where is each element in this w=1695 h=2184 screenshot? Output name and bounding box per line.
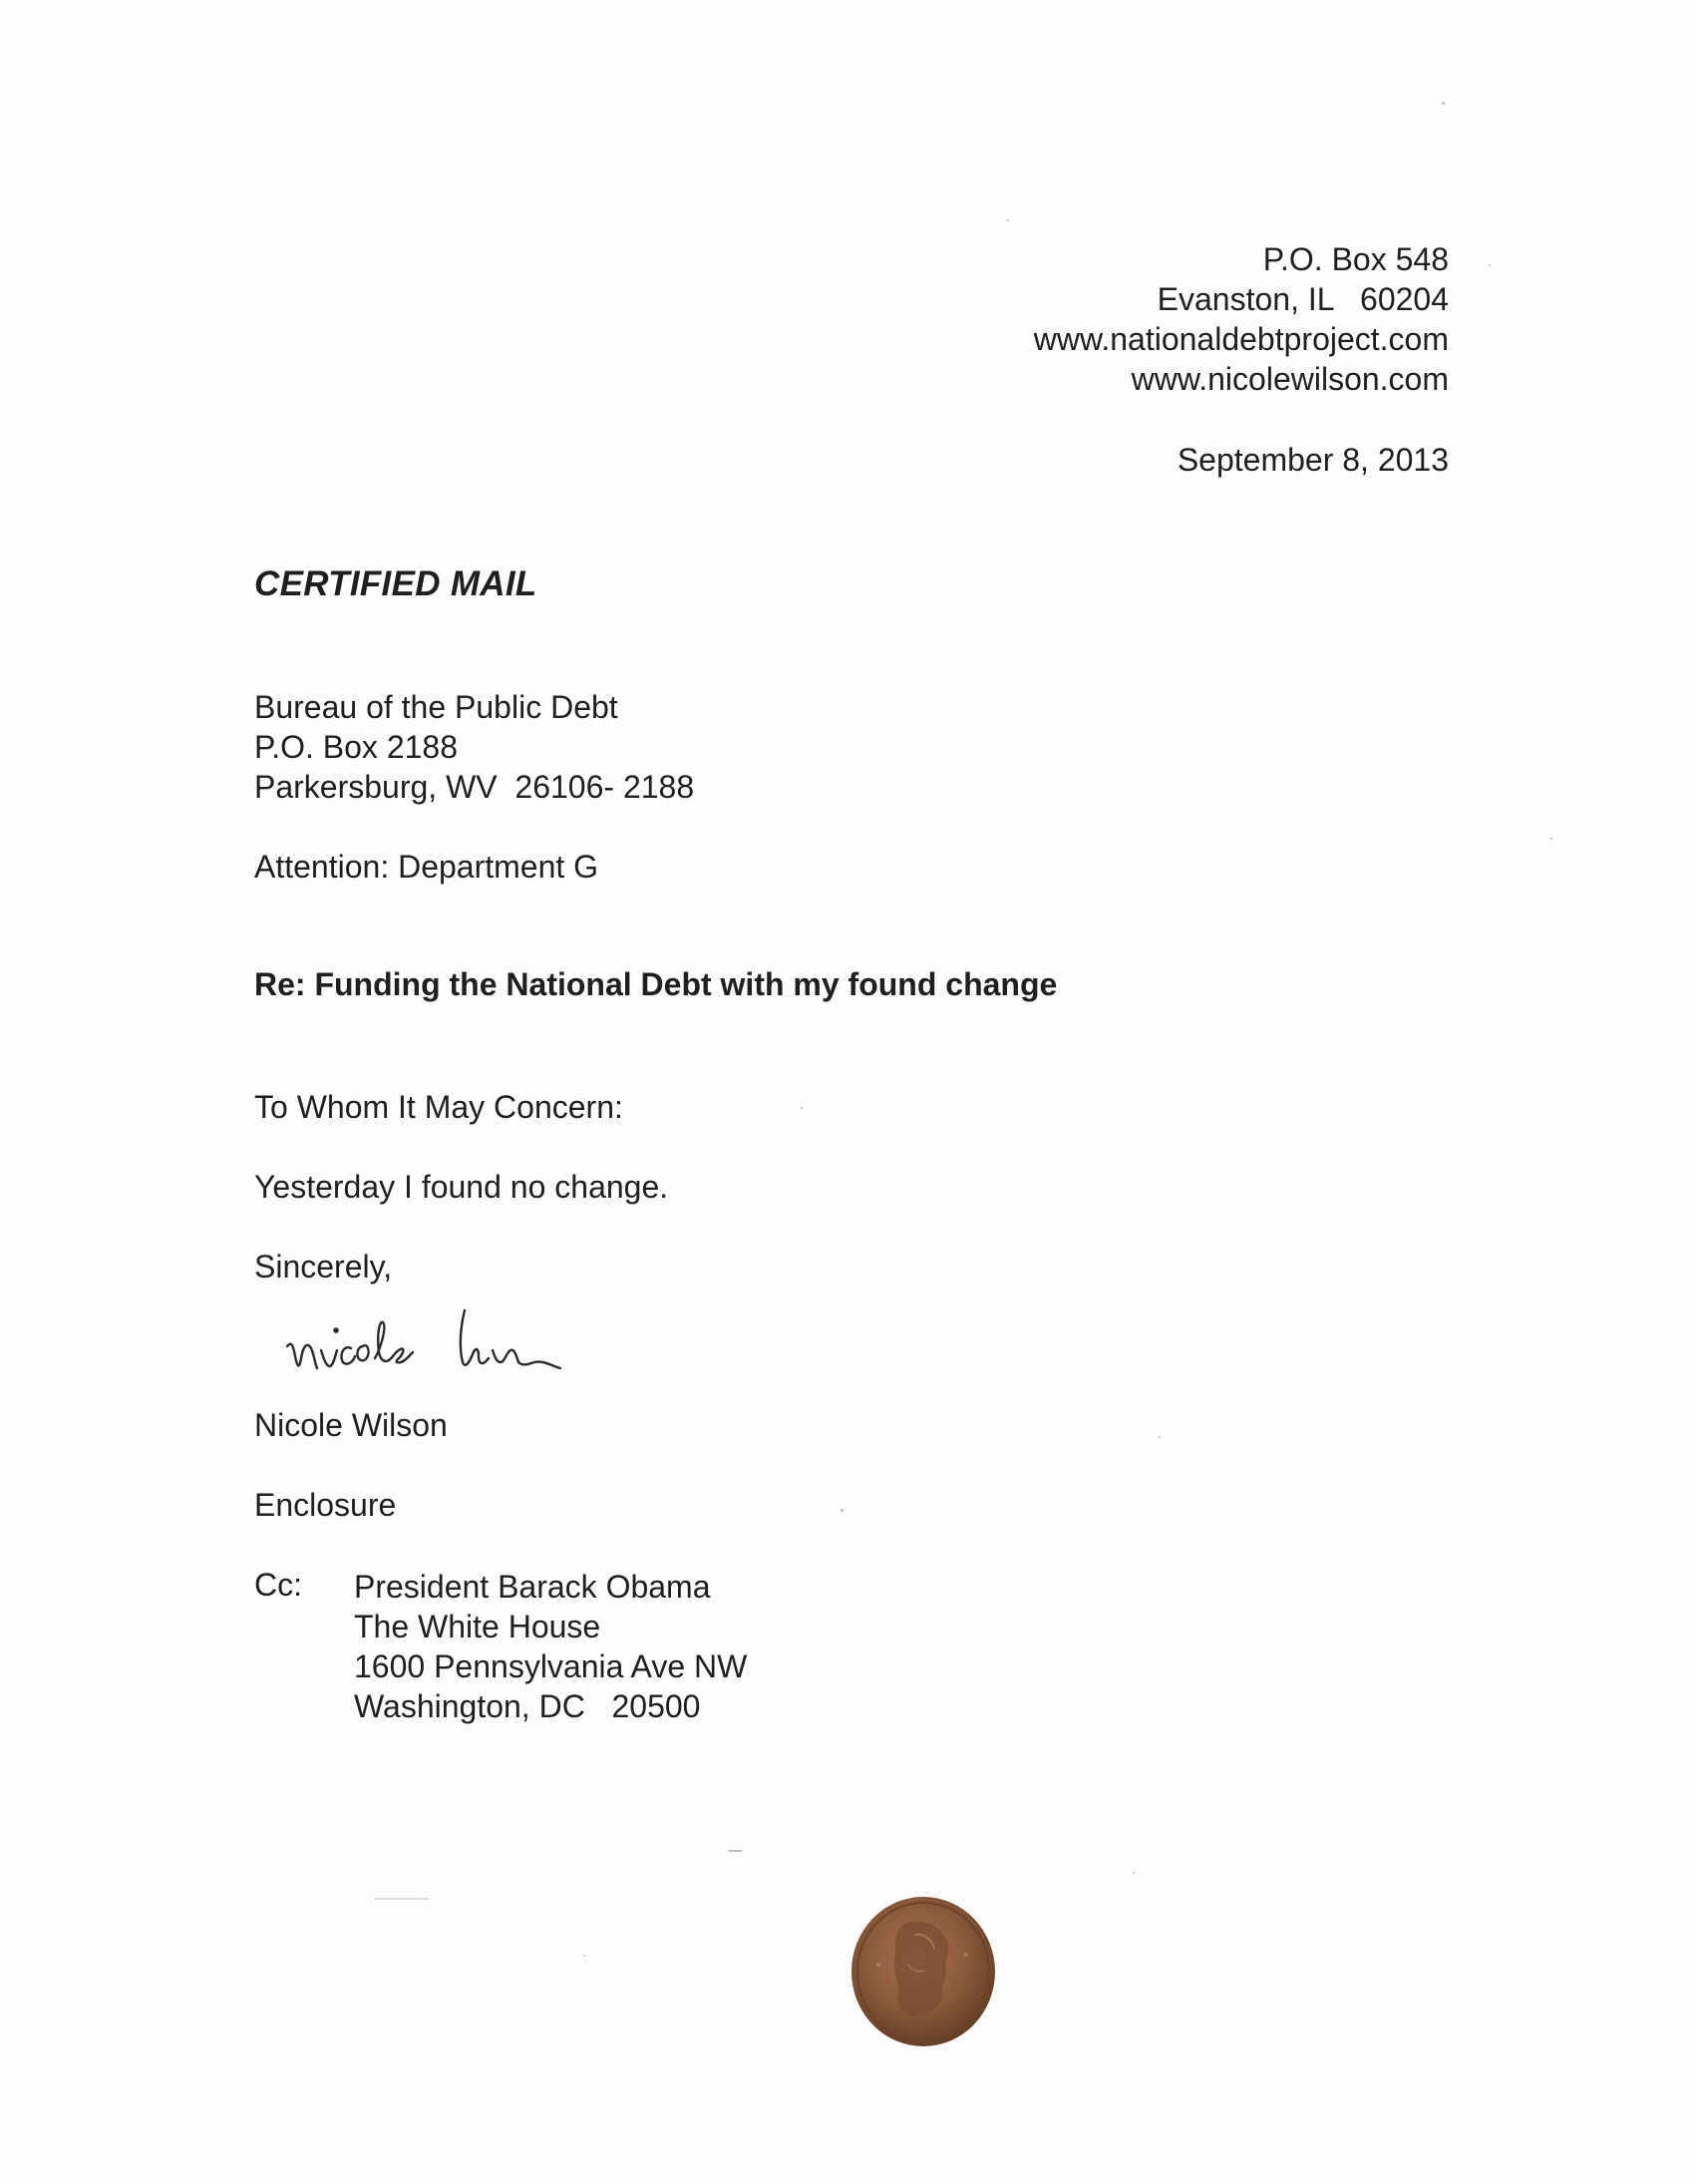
scan-speck: [1133, 1872, 1135, 1874]
letter-body: Yesterday I found no change.: [254, 1169, 669, 1205]
scan-speck: [1442, 102, 1445, 105]
recipient-name: Bureau of the Public Debt: [254, 689, 618, 725]
mail-type-heading: CERTIFIED MAIL: [254, 564, 537, 603]
scan-speck: [841, 1509, 844, 1512]
scan-speck: [1159, 1436, 1161, 1438]
recipient-po-box: P.O. Box 2188: [254, 729, 458, 765]
enclosure-notation: Enclosure: [254, 1487, 397, 1523]
cc-line: 1600 Pennsylvania Ave NW: [354, 1648, 748, 1684]
subject-line: Re: Funding the National Debt with my found change: [254, 966, 1058, 1002]
cc-line: The White House: [354, 1609, 601, 1644]
scan-speck: [801, 1107, 803, 1109]
handwritten-signature: [279, 1286, 608, 1396]
scan-speck: [1550, 838, 1552, 840]
cc-label: Cc:: [254, 1567, 302, 1603]
closing: Sincerely,: [254, 1249, 393, 1284]
sender-city-state-zip: Evanston, IL 60204: [1157, 281, 1449, 317]
recipient-address: [254, 687, 694, 807]
cc-address: [354, 1567, 747, 1726]
attention-line: Attention: Department G: [254, 849, 599, 885]
sender-website-1: www.nationaldebtproject.com: [1033, 321, 1449, 357]
sender-website-2: www.nicolewilson.com: [1131, 361, 1449, 397]
scan-speck: [728, 1850, 742, 1852]
penny-image: [848, 1895, 998, 2049]
scan-speck: [374, 1898, 429, 1900]
sender-address: [1034, 239, 1449, 399]
scan-speck: [583, 1955, 585, 1957]
salutation: To Whom It May Concern:: [254, 1089, 623, 1125]
signer-name: Nicole Wilson: [254, 1407, 448, 1443]
letter-date: September 8, 2013: [1177, 442, 1449, 478]
scan-speck: [1489, 264, 1491, 266]
sender-po-box: P.O. Box 548: [1262, 241, 1449, 277]
cc-line: President Barack Obama: [354, 1569, 711, 1605]
cc-line: Washington, DC 20500: [354, 1688, 701, 1724]
scan-speck: [1007, 219, 1009, 221]
recipient-city-state-zip: Parkersburg, WV 26106- 2188: [254, 769, 695, 805]
